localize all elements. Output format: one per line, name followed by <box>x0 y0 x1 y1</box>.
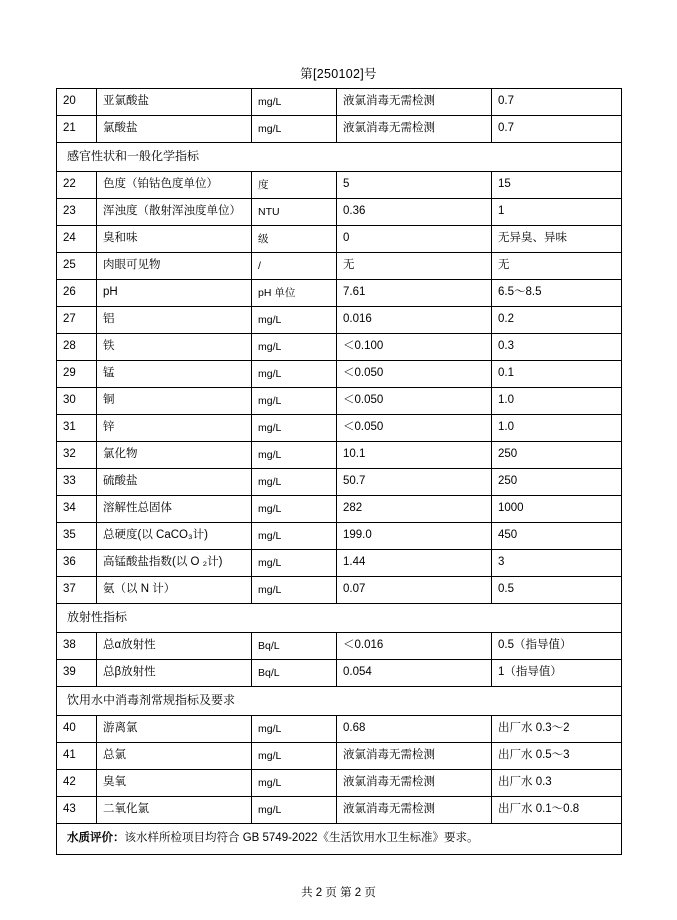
row-index: 40 <box>57 716 97 743</box>
row-result: 无 <box>337 253 492 280</box>
row-unit: mg/L <box>252 743 337 770</box>
page-number-footer: 共 2 页 第 2 页 <box>301 887 376 899</box>
row-index: 36 <box>57 550 97 577</box>
row-unit: mg/L <box>252 577 337 604</box>
section-title: 感官性状和一般化学指标 <box>57 143 622 172</box>
row-item-name: 臭和味 <box>97 226 252 253</box>
row-unit: mg/L <box>252 716 337 743</box>
table-row <box>57 496 622 523</box>
row-item-name: 总硬度(以 CaCO₃计) <box>97 523 252 550</box>
row-item-name: 肉眼可见物 <box>97 253 252 280</box>
row-unit: mg/L <box>252 415 337 442</box>
row-item-name: pH <box>97 280 252 307</box>
report-number: 第[250102]号 <box>300 67 377 81</box>
row-result: ＜0.016 <box>337 633 492 660</box>
row-result: 50.7 <box>337 469 492 496</box>
row-limit: 1 <box>492 199 622 226</box>
table-body <box>57 89 622 855</box>
row-limit: 0.5 <box>492 577 622 604</box>
row-item-name: 臭氧 <box>97 770 252 797</box>
row-index: 25 <box>57 253 97 280</box>
row-item-name: 铜 <box>97 388 252 415</box>
row-item-name: 浑浊度（散射浑浊度单位） <box>97 199 252 226</box>
evaluation-label: 水质评价： <box>67 832 125 845</box>
row-limit: 0.1 <box>492 361 622 388</box>
row-item-name: 游离氯 <box>97 716 252 743</box>
row-index: 28 <box>57 334 97 361</box>
row-unit: pH 单位 <box>252 280 337 307</box>
row-result: 0.016 <box>337 307 492 334</box>
row-index: 37 <box>57 577 97 604</box>
row-item-name: 色度（铂钴色度单位） <box>97 172 252 199</box>
evaluation-text: 该水样所检项目均符合 GB 5749-2022《生活饮用水卫生标准》要求。 <box>124 832 479 845</box>
row-limit: 1000 <box>492 496 622 523</box>
row-limit: 1.0 <box>492 388 622 415</box>
row-index: 20 <box>57 89 97 116</box>
row-index: 27 <box>57 307 97 334</box>
table-row <box>57 797 622 824</box>
row-limit: 1（指导值） <box>492 660 622 687</box>
row-limit: 0.7 <box>492 116 622 143</box>
table-row <box>57 577 622 604</box>
table-row <box>57 361 622 388</box>
row-item-name: 锌 <box>97 415 252 442</box>
row-item-name: 总α放射性 <box>97 633 252 660</box>
row-result: 液氯消毒无需检测 <box>337 743 492 770</box>
row-index: 32 <box>57 442 97 469</box>
row-unit: mg/L <box>252 334 337 361</box>
row-limit: 无 <box>492 253 622 280</box>
row-unit: Bq/L <box>252 633 337 660</box>
row-unit: Bq/L <box>252 660 337 687</box>
row-item-name: 亚氯酸盐 <box>97 89 252 116</box>
row-result: ＜0.050 <box>337 415 492 442</box>
water-quality-table <box>56 88 622 855</box>
row-limit: 3 <box>492 550 622 577</box>
section-title: 放射性指标 <box>57 604 622 633</box>
row-unit: mg/L <box>252 388 337 415</box>
row-index: 43 <box>57 797 97 824</box>
row-item-name: 高锰酸盐指数(以 O ₂计) <box>97 550 252 577</box>
row-unit: mg/L <box>252 89 337 116</box>
table-row <box>57 770 622 797</box>
table-row <box>57 307 622 334</box>
row-result: 液氯消毒无需检测 <box>337 797 492 824</box>
row-unit: mg/L <box>252 496 337 523</box>
row-index: 22 <box>57 172 97 199</box>
row-item-name: 铁 <box>97 334 252 361</box>
row-unit: mg/L <box>252 469 337 496</box>
row-result: ＜0.050 <box>337 388 492 415</box>
row-item-name: 氯酸盐 <box>97 116 252 143</box>
row-item-name: 总氯 <box>97 743 252 770</box>
table-row <box>57 660 622 687</box>
table-row <box>57 523 622 550</box>
row-result: 0.36 <box>337 199 492 226</box>
table-row <box>57 550 622 577</box>
row-index: 23 <box>57 199 97 226</box>
row-item-name: 溶解性总固体 <box>97 496 252 523</box>
row-limit: 出厂水 0.5～3 <box>492 743 622 770</box>
row-result: 7.61 <box>337 280 492 307</box>
row-result: 5 <box>337 172 492 199</box>
row-item-name: 总β放射性 <box>97 660 252 687</box>
row-result: 199.0 <box>337 523 492 550</box>
row-limit: 出厂水 0.1～0.8 <box>492 797 622 824</box>
row-index: 41 <box>57 743 97 770</box>
row-unit: mg/L <box>252 116 337 143</box>
row-item-name: 二氧化氯 <box>97 797 252 824</box>
row-index: 33 <box>57 469 97 496</box>
table-row <box>57 172 622 199</box>
row-item-name: 氨（以 N 计） <box>97 577 252 604</box>
row-result: 0.68 <box>337 716 492 743</box>
row-index: 42 <box>57 770 97 797</box>
row-limit: 1.0 <box>492 415 622 442</box>
table-row <box>57 388 622 415</box>
table-row <box>57 89 622 116</box>
row-result: 10.1 <box>337 442 492 469</box>
row-index: 24 <box>57 226 97 253</box>
row-limit: 0.5（指导值） <box>492 633 622 660</box>
row-limit: 0.7 <box>492 89 622 116</box>
table-row <box>57 334 622 361</box>
row-limit: 450 <box>492 523 622 550</box>
row-limit: 无异臭、异味 <box>492 226 622 253</box>
row-limit: 15 <box>492 172 622 199</box>
table-row <box>57 199 622 226</box>
row-index: 30 <box>57 388 97 415</box>
row-result: 0.054 <box>337 660 492 687</box>
row-unit: mg/L <box>252 770 337 797</box>
row-index: 31 <box>57 415 97 442</box>
row-index: 29 <box>57 361 97 388</box>
row-item-name: 锰 <box>97 361 252 388</box>
row-index: 39 <box>57 660 97 687</box>
row-index: 26 <box>57 280 97 307</box>
row-index: 34 <box>57 496 97 523</box>
table-section-header <box>57 143 622 172</box>
row-result: 0 <box>337 226 492 253</box>
row-unit: 级 <box>252 226 337 253</box>
row-item-name: 硫酸盐 <box>97 469 252 496</box>
row-result: 液氯消毒无需检测 <box>337 89 492 116</box>
row-limit: 250 <box>492 442 622 469</box>
table-row <box>57 743 622 770</box>
section-title: 饮用水中消毒剂常规指标及要求 <box>57 687 622 716</box>
evaluation-cell <box>57 824 622 855</box>
row-unit: mg/L <box>252 361 337 388</box>
evaluation-row <box>57 824 622 855</box>
row-result: 282 <box>337 496 492 523</box>
row-result: 1.44 <box>337 550 492 577</box>
row-item-name: 氯化物 <box>97 442 252 469</box>
row-unit: mg/L <box>252 797 337 824</box>
row-unit: mg/L <box>252 307 337 334</box>
row-limit: 出厂水 0.3 <box>492 770 622 797</box>
table-row <box>57 442 622 469</box>
row-result: ＜0.100 <box>337 334 492 361</box>
row-limit: 250 <box>492 469 622 496</box>
table-row <box>57 469 622 496</box>
table-row <box>57 633 622 660</box>
row-result: 液氯消毒无需检测 <box>337 116 492 143</box>
row-result: 0.07 <box>337 577 492 604</box>
table-row <box>57 280 622 307</box>
row-unit: mg/L <box>252 442 337 469</box>
table-row <box>57 226 622 253</box>
table-section-header <box>57 604 622 633</box>
row-limit: 0.2 <box>492 307 622 334</box>
row-result: 液氯消毒无需检测 <box>337 770 492 797</box>
table-row <box>57 116 622 143</box>
row-unit: mg/L <box>252 523 337 550</box>
table-section-header <box>57 687 622 716</box>
table-row <box>57 253 622 280</box>
row-index: 35 <box>57 523 97 550</box>
row-unit: mg/L <box>252 550 337 577</box>
row-unit: NTU <box>252 199 337 226</box>
row-limit: 0.3 <box>492 334 622 361</box>
row-index: 38 <box>57 633 97 660</box>
row-item-name: 铝 <box>97 307 252 334</box>
row-result: ＜0.050 <box>337 361 492 388</box>
row-unit: / <box>252 253 337 280</box>
table-row <box>57 415 622 442</box>
row-limit: 6.5～8.5 <box>492 280 622 307</box>
row-limit: 出厂水 0.3～2 <box>492 716 622 743</box>
row-index: 21 <box>57 116 97 143</box>
table-row <box>57 716 622 743</box>
row-unit: 度 <box>252 172 337 199</box>
